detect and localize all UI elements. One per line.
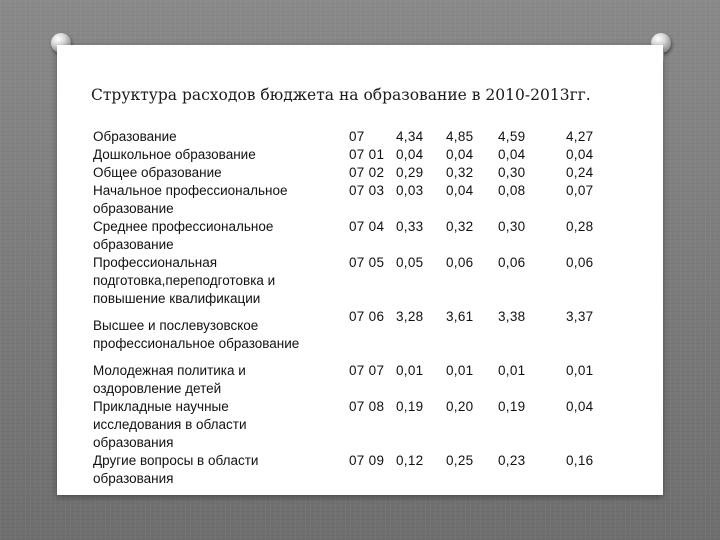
row-label-line: Высшее и послевузовское [93,318,259,333]
row-label-line: Дошкольное образование [93,147,256,162]
row-value: 0,04 [446,183,474,198]
row-label [93,362,343,398]
row-value: 0,01 [566,363,594,378]
row-label-line: исследования в области [93,417,247,432]
row-value: 0,12 [396,453,424,468]
row-value: 0,28 [566,219,594,234]
row-value: 0,07 [566,183,594,198]
row-label [93,146,343,164]
row-code: 07 01 [349,147,385,162]
row-value: 0,20 [446,399,474,414]
row-value: 4,59 [498,129,526,144]
row-code: 07 08 [349,399,385,414]
row-code: 07 03 [349,183,385,198]
row-value: 0,32 [446,165,474,180]
row-value: 0,05 [396,255,424,270]
row-code: 07 [349,129,365,144]
row-value: 0,03 [396,183,424,198]
row-value: 0,32 [446,219,474,234]
row-label-line: Образование [93,129,177,144]
row-code: 07 04 [349,219,385,234]
row-value: 0,04 [498,147,526,162]
row-value: 0,19 [498,399,526,414]
row-value: 0,16 [566,453,594,468]
row-label-line: образования [93,435,174,450]
slide-paper [57,45,663,495]
row-value: 0,04 [566,147,594,162]
row-label-line: подготовка,переподготовка и [93,273,276,288]
row-label [93,254,343,308]
row-value: 0,30 [498,165,526,180]
row-label-line: Молодежная политика и [93,363,246,378]
row-value: 0,33 [396,219,424,234]
row-value: 0,01 [498,363,526,378]
row-code: 07 09 [349,453,385,468]
row-value: 0,25 [446,453,474,468]
row-label-line: Профессиональная [93,255,218,270]
row-value: 0,29 [396,165,424,180]
row-code: 07 06 [349,309,385,324]
row-value: 0,06 [498,255,526,270]
row-value: 3,61 [446,309,474,324]
row-value: 0,08 [498,183,526,198]
row-label-line: образование [93,201,174,216]
row-value: 4,27 [566,129,594,144]
row-label-line: оздоровление детей [93,381,222,396]
row-value: 0,04 [566,399,594,414]
row-label-line: образование [93,237,174,252]
row-value: 0,01 [446,363,474,378]
row-label [93,182,343,218]
row-code: 07 05 [349,255,385,270]
row-label-line: Прикладные научные [93,399,229,414]
row-value: 0,19 [396,399,424,414]
row-label [93,317,343,353]
row-label-line: повышение квалификации [93,291,261,306]
row-label [93,164,343,182]
row-value: 0,06 [566,255,594,270]
row-label-line: образования [93,471,174,486]
row-label-line: Общее образование [93,165,222,180]
row-value: 4,85 [446,129,474,144]
row-value: 0,30 [498,219,526,234]
row-value: 3,38 [498,309,526,324]
row-value: 0,23 [498,453,526,468]
row-value: 0,24 [566,165,594,180]
row-value: 4,34 [396,129,424,144]
row-value: 0,01 [396,363,424,378]
row-value: 3,37 [566,309,594,324]
row-label [93,128,343,146]
row-label [93,398,343,452]
row-label [93,218,343,254]
row-label [93,452,343,488]
row-label-line: Среднее профессиональное [93,219,274,234]
slide-title: Структура расходов бюджета на образование в 2010-2013гг. [91,86,591,104]
row-value: 0,04 [396,147,424,162]
row-value: 0,04 [446,147,474,162]
row-value: 3,28 [396,309,424,324]
row-label-line: Начальное профессиональное [93,183,288,198]
row-code: 07 02 [349,165,385,180]
row-value: 0,06 [446,255,474,270]
row-label-line: Другие вопросы в области [93,453,259,468]
row-label-line: профессиональное образование [93,336,300,351]
row-code: 07 07 [349,363,385,378]
